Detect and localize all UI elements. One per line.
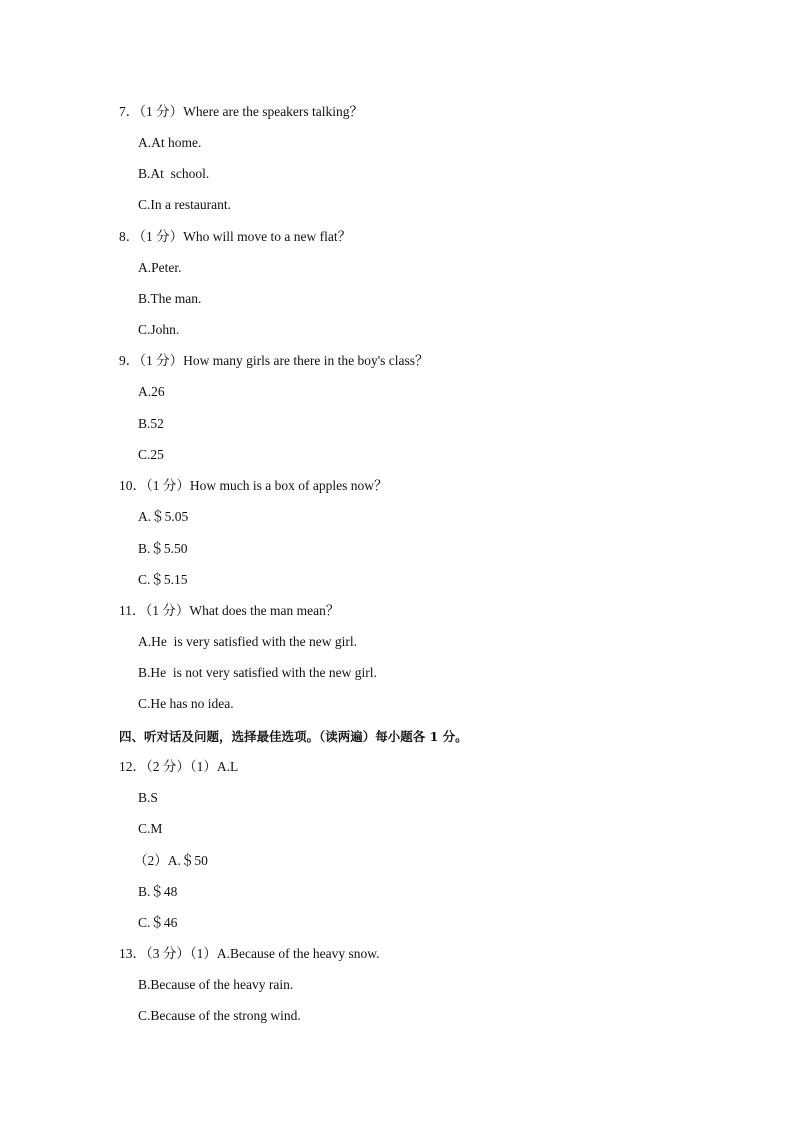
q8-option-a: A.Peter. — [138, 260, 182, 275]
q7-stem: 7．（1 分）Where are the speakers talking？ — [119, 104, 364, 119]
q8-stem: 8．（1 分）Who will move to a new flat？ — [119, 229, 352, 244]
q9-option-b: B.52 — [138, 416, 164, 431]
q9-stem: 9．（1 分）How many girls are there in the boy's class？ — [119, 353, 429, 368]
q9-option-a: A.26 — [138, 384, 165, 399]
q12-option-c: C.M — [138, 821, 163, 836]
q10-option-c: C.＄5.15 — [138, 572, 188, 587]
q10-stem: 10．（1 分）How much is a box of apples now？ — [119, 478, 388, 493]
q11-option-c: C.He has no idea. — [138, 696, 234, 711]
q13-option-b: B.Because of the heavy rain. — [138, 977, 294, 992]
q8-option-c: C.John. — [138, 322, 180, 337]
q8-option-b: B.The man. — [138, 291, 202, 306]
q11-option-b: B.He is not very satisfied with the new girl. — [138, 665, 377, 680]
q11-option-a: A.He is very satisfied with the new girl. — [138, 634, 357, 649]
q12-part2-option-a: （2）A.＄50 — [134, 853, 208, 868]
q13-stem: 13．（3 分）（1）A.Because of the heavy snow. — [119, 946, 380, 961]
q10-option-a: A.＄5.05 — [138, 509, 189, 524]
q7-option-b: B.At school. — [138, 166, 210, 181]
q12-part2-option-b: B.＄48 — [138, 884, 178, 899]
q9-option-c: C.25 — [138, 447, 164, 462]
q13-option-c: C.Because of the strong wind. — [138, 1008, 301, 1023]
q7-option-a: A.At home. — [138, 135, 202, 150]
q12-stem: 12．（2 分）（1）A.L — [119, 759, 239, 774]
q12-option-b: B.S — [138, 790, 158, 805]
q11-stem: 11．（1 分）What does the man mean？ — [119, 603, 340, 618]
section-four-heading: 四、听对话及问题，选择最佳选项。（读两遍）每小题各 1 分。 — [119, 729, 468, 744]
q10-option-b: B.＄5.50 — [138, 541, 188, 556]
q12-part2-option-c: C.＄46 — [138, 915, 178, 930]
q7-option-c: C.In a restaurant. — [138, 197, 231, 212]
